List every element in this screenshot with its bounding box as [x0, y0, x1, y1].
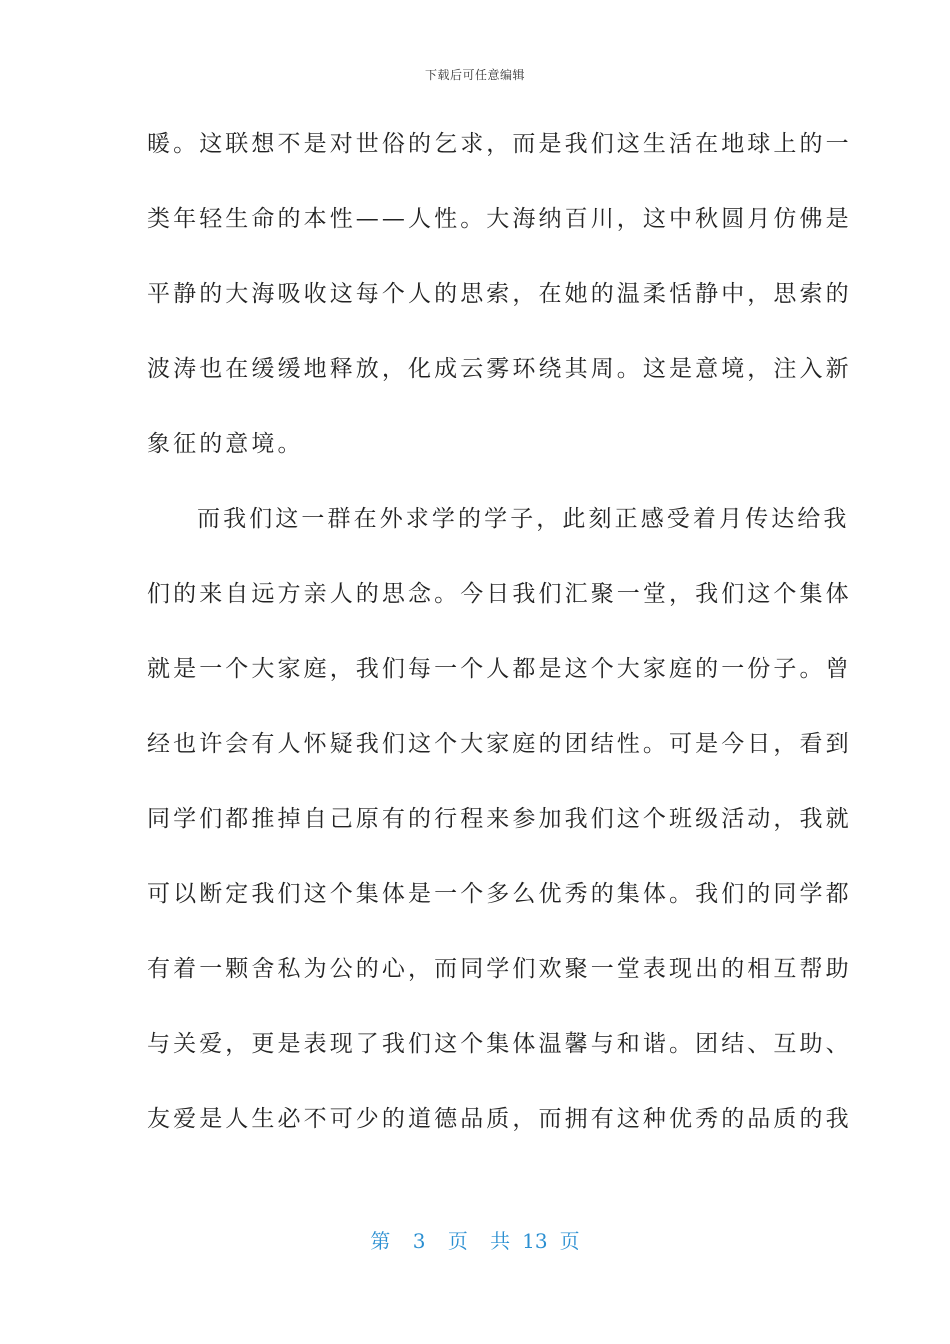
- total-label: 共: [490, 1229, 511, 1253]
- paragraph-line: 有着一颗舍私为公的心，而同学们欢聚一堂表现出的相互帮助: [147, 956, 852, 982]
- body-text: [147, 107, 852, 1157]
- paragraph-line: 经也许会有人怀疑我们这个大家庭的团结性。可是今日，看到: [147, 731, 852, 757]
- paragraph-line: 就是一个大家庭，我们每一个人都是这个大家庭的一份子。曾: [147, 656, 852, 682]
- paragraph-line: 与关爱，更是表现了我们这个集体温馨与和谐。团结、互助、: [147, 1031, 852, 1057]
- paragraph-line: 们的来自远方亲人的思念。今日我们汇聚一堂，我们这个集体: [147, 581, 852, 607]
- page-footer: [0, 1225, 950, 1254]
- paragraph-line: 象征的意境。: [147, 431, 304, 457]
- paragraph-line: 可以断定我们这个集体是一个多么优秀的集体。我们的同学都: [147, 881, 852, 907]
- total-unit: 页: [559, 1229, 580, 1253]
- page-label: 第: [370, 1229, 391, 1253]
- paragraph-line: 而我们这一群在外求学的学子，此刻正感受着月传达给我: [197, 506, 850, 532]
- page-number: 3: [412, 1229, 426, 1253]
- page-header: 下载后可任意编辑: [424, 68, 525, 82]
- paragraph-line: 平静的大海吸收这每个人的思索，在她的温柔恬静中，思索的: [147, 281, 852, 307]
- total-pages: 13: [522, 1229, 548, 1253]
- paragraph-line: 友爱是人生必不可少的道德品质，而拥有这种优秀的品质的我: [147, 1106, 852, 1132]
- paragraph-line: 类年轻生命的本性——人性。大海纳百川，这中秋圆月仿佛是: [147, 206, 852, 232]
- paragraph-line: 同学们都推掉自己原有的行程来参加我们这个班级活动，我就: [147, 806, 852, 832]
- paragraph-line: 波涛也在缓缓地释放，化成云雾环绕其周。这是意境，注入新: [147, 356, 852, 382]
- paragraph-line: 暖。这联想不是对世俗的乞求，而是我们这生活在地球上的一: [147, 131, 852, 157]
- page-unit: 页: [447, 1229, 468, 1253]
